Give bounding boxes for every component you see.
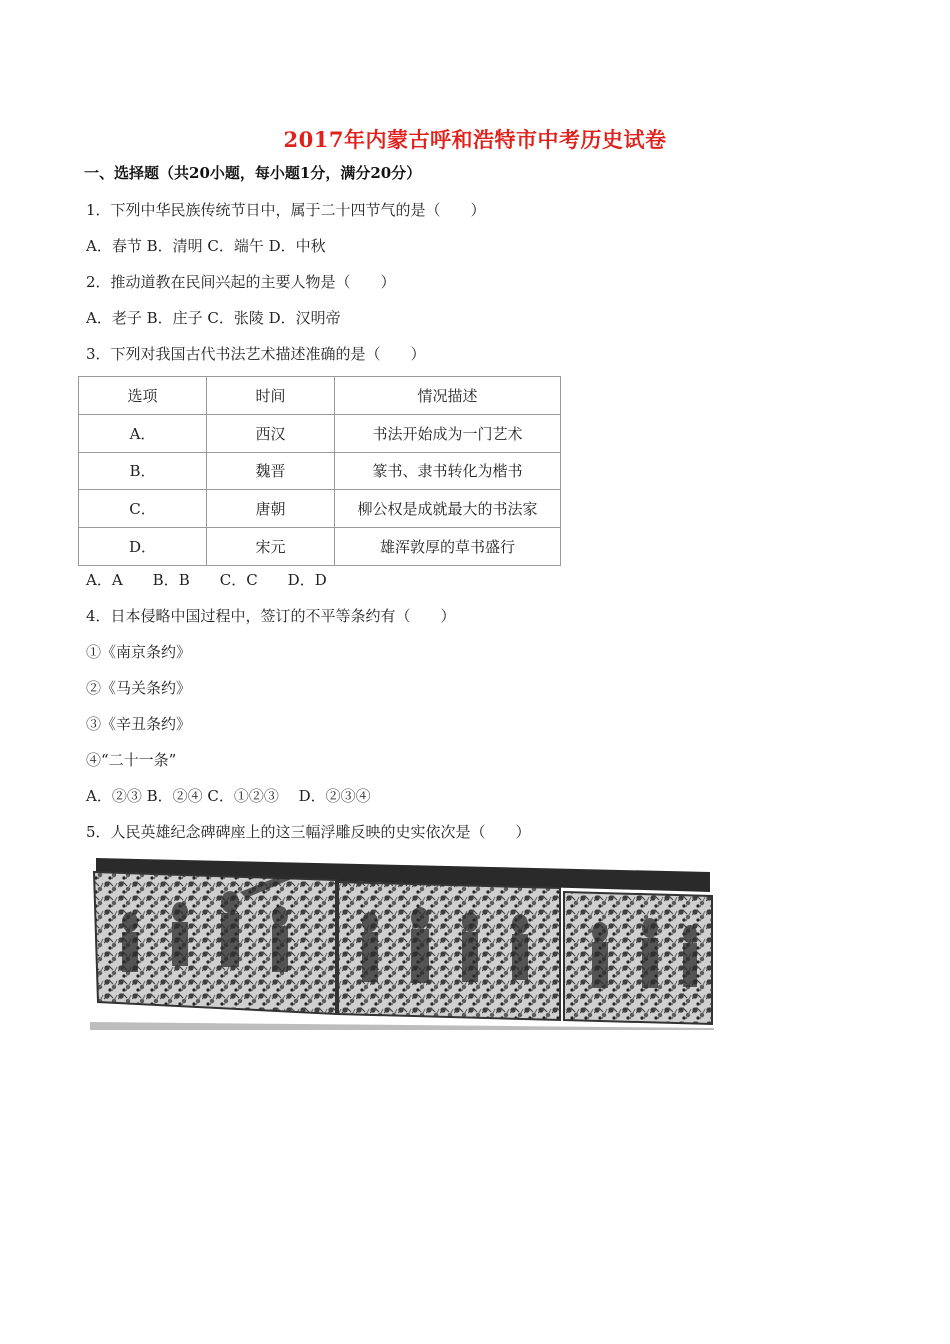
question-5-stem: 5．人民英雄纪念碑碑座上的这三幅浮雕反映的史实依次是（ ） [86, 823, 531, 841]
question-4-item: ①《南京条约》 [86, 643, 192, 661]
table-header-row [79, 377, 561, 415]
table-row [79, 528, 561, 566]
question-4-options: A．②③ B．②④ C．①②③ D．②③④ [86, 787, 371, 805]
table-header: 时间 [207, 377, 335, 415]
relief-sculpture-image [90, 852, 714, 1030]
section-heading: 一、选择题（共20小题，每小题1分，满分20分） [84, 164, 422, 182]
table-cell: D． [79, 528, 207, 566]
question-4-item: ③《辛丑条约》 [86, 715, 192, 733]
table-row [79, 490, 561, 528]
table-cell: A． [79, 414, 207, 452]
question-4-item: ②《马关条约》 [86, 679, 192, 697]
table-row [79, 414, 561, 452]
question-3-options: A．A B．B C．C D．D [86, 571, 327, 589]
table-cell: 宋元 [207, 528, 335, 566]
table-header: 选项 [79, 377, 207, 415]
table-cell: 雄浑敦厚的草书盛行 [335, 528, 561, 566]
table-cell: 书法开始成为一门艺术 [335, 414, 561, 452]
question-1-options: A．春节 B．清明 C．端午 D．中秋 [86, 237, 326, 255]
table-header: 情况描述 [335, 377, 561, 415]
table-cell: B． [79, 452, 207, 490]
question-2-options: A．老子 B．庄子 C．张陵 D．汉明帝 [86, 309, 341, 327]
question-3-table [78, 376, 561, 566]
table-cell: 魏晋 [207, 452, 335, 490]
table-cell: 柳公权是成就最大的书法家 [335, 490, 561, 528]
question-3-stem: 3．下列对我国古代书法艺术描述准确的是（ ） [86, 345, 426, 363]
question-1-stem: 1．下列中华民族传统节日中，属于二十四节气的是（ ） [86, 201, 486, 219]
table-cell: 篆书、隶书转化为楷书 [335, 452, 561, 490]
exam-title: 2017年内蒙古呼和浩特市中考历史试卷 [283, 127, 667, 152]
table-cell: C． [79, 490, 207, 528]
question-4-stem: 4．日本侵略中国过程中，签订的不平等条约有（ ） [86, 607, 456, 625]
question-4-item: ④“二十一条” [86, 751, 177, 769]
table-cell: 西汉 [207, 414, 335, 452]
table-cell: 唐朝 [207, 490, 335, 528]
question-2-stem: 2．推动道教在民间兴起的主要人物是（ ） [86, 273, 396, 291]
table-row [79, 452, 561, 490]
